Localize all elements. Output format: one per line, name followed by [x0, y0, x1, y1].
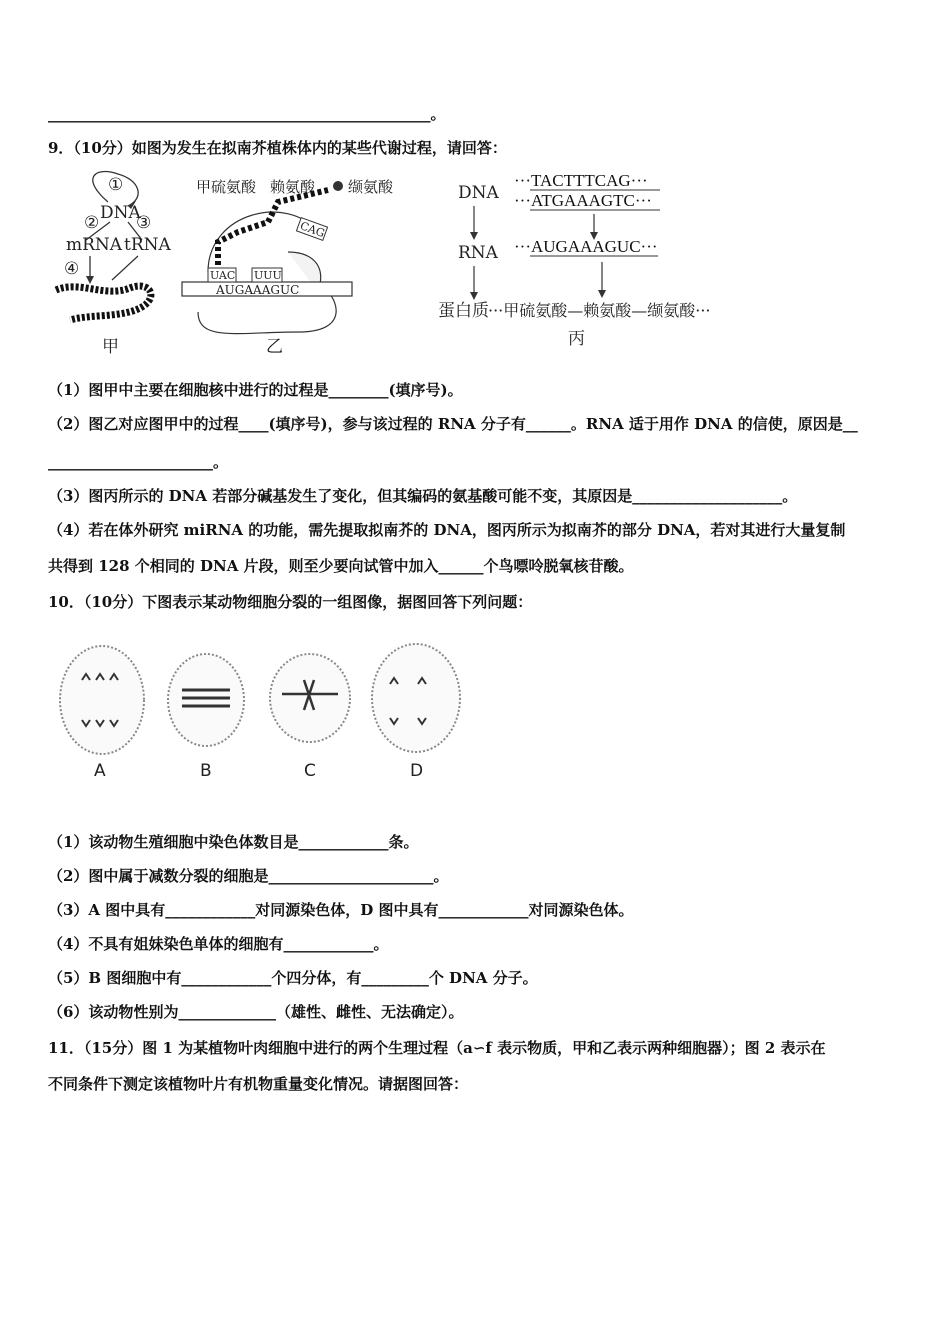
- anticodon-cag-label: CAG: [298, 219, 327, 241]
- aa-methionine-label: 甲硫氨酸: [196, 178, 257, 196]
- bing-protein-label: 蛋白质: [438, 301, 489, 321]
- figure-jia-label: 甲: [102, 337, 119, 357]
- answer-blank-line: ___________________________________________________。: [48, 105, 446, 123]
- cell-c-icon: [270, 654, 350, 742]
- cell-division-figure: [56, 640, 466, 785]
- anticodon-uuu-label: UUU: [254, 269, 282, 282]
- dna-coding-strand: ···ATGAAAGTC···: [514, 191, 652, 210]
- mrna-label: mRNA: [66, 235, 123, 255]
- process-3-marker: ③: [136, 213, 152, 233]
- cell-d-label: D: [410, 761, 424, 781]
- process-2-marker: ②: [84, 213, 100, 233]
- cell-c-label: C: [304, 761, 316, 781]
- cell-b-label: B: [200, 761, 212, 781]
- cell-a-icon: [60, 646, 144, 754]
- figure-bing-label: 丙: [568, 329, 585, 349]
- q10-sub2: （2）图中属于减数分裂的细胞是______________________。: [48, 867, 449, 885]
- process-4-marker: ④: [64, 259, 80, 279]
- bing-dna-label: DNA: [458, 183, 499, 203]
- q9-sub1: （1）图甲中主要在细胞核中进行的过程是________(填序号)。: [48, 381, 463, 399]
- aa-lysine-label: 赖氨酸: [270, 178, 316, 196]
- q10-sub5: （5）B 图细胞中有____________个四分体，有_________个 DNA 分子。: [48, 969, 538, 987]
- q10-sub1: （1）该动物生殖细胞中染色体数目是____________条。: [48, 833, 419, 851]
- bing-rna-label: RNA: [458, 243, 498, 263]
- figure-bing: [436, 170, 736, 360]
- figure-jia: [50, 168, 175, 358]
- cell-b-icon: [168, 654, 244, 746]
- question-11-header-line1: 11．（15分）图 1 为某植物叶肉细胞中进行的两个生理过程（a∽f 表示物质，甲和乙表示两种细胞器）；图 2 表示在: [48, 1039, 826, 1057]
- q10-sub4: （4）不具有姐妹染色单体的细胞有____________。: [48, 935, 389, 953]
- q9-sub2-part2: ______________________。: [48, 453, 229, 471]
- q10-sub6: （6）该动物性别为_____________（雄性、雌性、无法确定）。: [48, 1003, 464, 1021]
- amino-acid-sequence: ···甲硫氨酸—赖氨酸—缬氨酸···: [488, 301, 711, 320]
- q9-sub4-part1: （4）若在体外研究 miRNA 的功能，需先提取拟南芥的 DNA，图丙所示为拟南芥的部分 DNA，若对其进行大量复制: [48, 521, 846, 539]
- process-1-marker: ①: [108, 175, 124, 195]
- q10-sub3: （3）A 图中具有____________对同源染色体，D 图中具有____________对同源染色体。: [48, 901, 634, 919]
- dna-template-strand: ···TACTTTCAG···: [514, 171, 648, 190]
- anticodon-uac-label: UAC: [210, 269, 236, 282]
- dna-label: DNA: [100, 203, 141, 223]
- figure-yi-label: 乙: [266, 337, 283, 357]
- q9-sub4-part2: 共得到 128 个相同的 DNA 片段，则至少要向试管中加入______个鸟嘌呤脱氧核苷酸。: [48, 557, 634, 575]
- q9-sub2-part1: （2）图乙对应图甲中的过程____(填序号)，参与该过程的 RNA 分子有______。RNA 适于用作 DNA 的信使，原因是__: [48, 415, 858, 433]
- mrna-sequence-label: AUGAAAGUC: [216, 283, 300, 297]
- polypeptide-chain-icon: [56, 286, 151, 320]
- aa-valine-label: 缬氨酸: [348, 178, 394, 196]
- question-9-header: 9．（10分）如图为发生在拟南芥植株体内的某些代谢过程，请回答：: [48, 139, 507, 157]
- cell-d-icon: [372, 644, 460, 752]
- trna-label: tRNA: [124, 235, 171, 255]
- figure-yi: [178, 172, 423, 358]
- rna-sequence: ···AUGAAAGUC···: [514, 237, 658, 256]
- question-11-header-line2: 不同条件下测定该植物叶片有机物重量变化情况。请据图回答：: [48, 1075, 469, 1093]
- question-10-header: 10．（10分）下图表示某动物细胞分裂的一组图像，据图回答下列问题：: [48, 593, 533, 611]
- q9-sub3: （3）图丙所示的 DNA 若部分碱基发生了变化，但其编码的氨基酸可能不变，其原因是____________________。: [48, 487, 798, 505]
- cell-a-label: A: [94, 761, 106, 781]
